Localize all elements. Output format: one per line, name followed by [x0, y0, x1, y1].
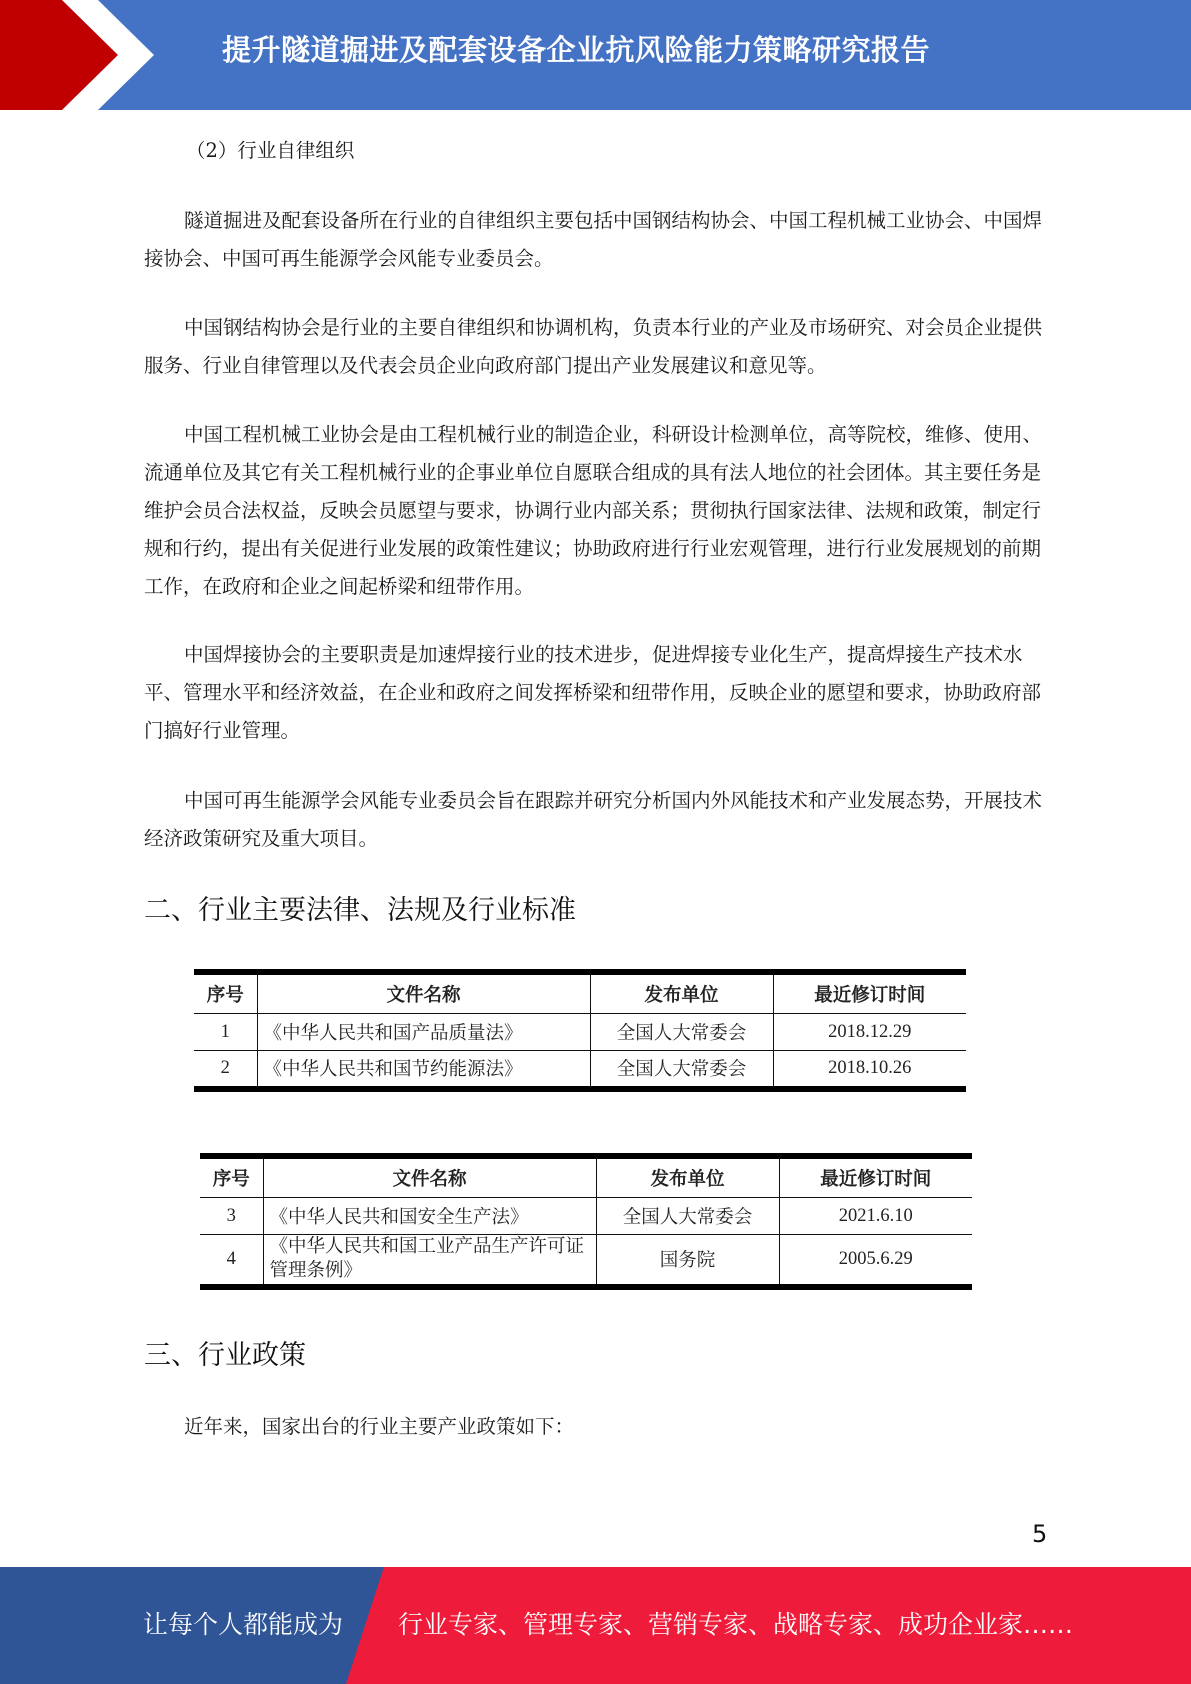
- cell-issuer: 全国人大常委会: [590, 1051, 773, 1089]
- cell-index: 2: [194, 1051, 257, 1089]
- table-header-row: [200, 1156, 972, 1198]
- laws-table-2: [200, 1153, 972, 1290]
- cell-revision-date: 2018.12.29: [773, 1014, 966, 1051]
- paragraph-5: 中国可再生能源学会风能专业委员会旨在跟踪并研究分析国内外风能技术和产业发展态势，开展技术经济政策研究及重大项目。: [144, 789, 1043, 850]
- page-footer: [0, 1567, 1191, 1684]
- page-number: 5: [1032, 1520, 1048, 1548]
- header-document-name: 文件名称: [257, 972, 590, 1014]
- subheading-self-regulatory-orgs: （2）行业自律组织: [186, 139, 355, 162]
- laws-table-1: [194, 969, 966, 1092]
- cell-revision-date: 2005.6.29: [779, 1235, 972, 1287]
- cell-issuer: 国务院: [596, 1235, 779, 1287]
- report-title: 提升隧道掘进及配套设备企业抗风险能力策略研究报告: [222, 33, 931, 67]
- cell-revision-date: 2021.6.10: [779, 1198, 972, 1235]
- table-row: [200, 1198, 972, 1235]
- cell-document-name: 《中华人民共和国节约能源法》: [257, 1051, 590, 1089]
- paragraph-2: 中国钢结构协会是行业的主要自律组织和协调机构，负责本行业的产业及市场研究、对会员企业提供服务、行业自律管理以及代表会员企业向政府部门提出产业发展建议和意见等。: [144, 316, 1043, 377]
- footer-slogan-right: 行业专家、管理专家、营销专家、战略专家、成功企业家……: [398, 1610, 1074, 1639]
- table-row: [194, 1014, 966, 1051]
- section-heading-policies: 三、行业政策: [144, 1340, 306, 1371]
- header-issuer: 发布单位: [590, 972, 773, 1014]
- paragraph-policies-intro: 近年来，国家出台的行业主要产业政策如下：: [184, 1415, 575, 1438]
- paragraph-1: 隧道掘进及配套设备所在行业的自律组织主要包括中国钢结构协会、中国工程机械工业协会、中国焊接协会、中国可再生能源学会风能专业委员会。: [144, 209, 1043, 270]
- footer-slogan-left: 让每个人都能成为: [143, 1610, 344, 1639]
- table-row: [200, 1235, 972, 1287]
- header-index: 序号: [200, 1156, 263, 1198]
- cell-index: 3: [200, 1198, 263, 1235]
- header-revision-date: 最近修订时间: [773, 972, 966, 1014]
- section-heading-laws: 二、行业主要法律、法规及行业标准: [144, 895, 576, 926]
- table-row: [194, 1051, 966, 1089]
- page-header: [0, 0, 1191, 110]
- cell-index: 4: [200, 1235, 263, 1287]
- cell-index: 1: [194, 1014, 257, 1051]
- cell-document-name: 《中华人民共和国安全生产法》: [263, 1198, 596, 1235]
- paragraph-3: 中国工程机械工业协会是由工程机械行业的制造企业，科研设计检测单位，高等院校，维修、使用、流通单位及其它有关工程机械行业的企事业单位自愿联合组成的具有法人地位的社会团体。其主要任务是维护会员合法权益，反映会员愿望与要求，协调行业内部关系；贯彻执行国家法律、法规和政策，制定行规和行约，提出有关促进行业发展的政策性建议；协助政府进行行业宏观管理，进行行业发展规划的前期工作，在政府和企业之间起桥梁和纽带作用。: [144, 423, 1043, 598]
- cell-document-name: 《中华人民共和国产品质量法》: [257, 1014, 590, 1051]
- cell-issuer: 全国人大常委会: [590, 1014, 773, 1051]
- cell-issuer: 全国人大常委会: [596, 1198, 779, 1235]
- header-issuer: 发布单位: [596, 1156, 779, 1198]
- paragraph-4: 中国焊接协会的主要职责是加速焊接行业的技术进步，促进焊接专业化生产，提高焊接生产技术水平、管理水平和经济效益，在企业和政府之间发挥桥梁和纽带作用，反映企业的愿望和要求，协助政府部门搞好行业管理。: [144, 643, 1042, 742]
- header-revision-date: 最近修订时间: [779, 1156, 972, 1198]
- cell-revision-date: 2018.10.26: [773, 1051, 966, 1089]
- table-header-row: [194, 972, 966, 1014]
- header-index: 序号: [194, 972, 257, 1014]
- cell-document-name: 《中华人民共和国工业产品生产许可证管理条例》: [263, 1235, 596, 1287]
- header-document-name: 文件名称: [263, 1156, 596, 1198]
